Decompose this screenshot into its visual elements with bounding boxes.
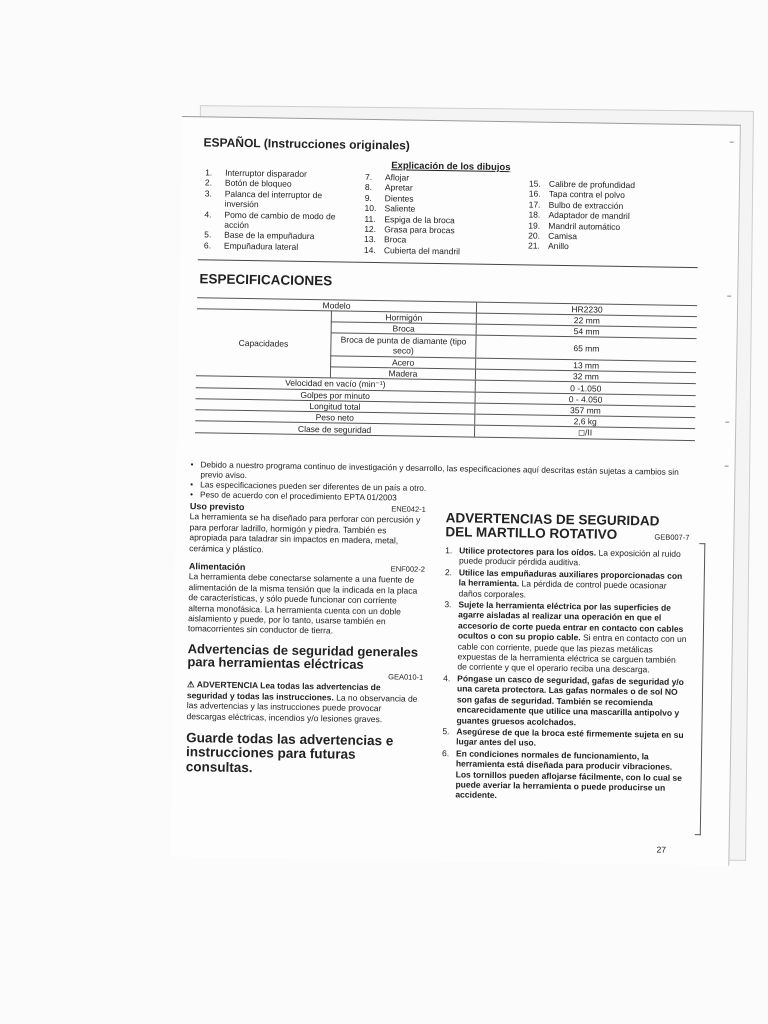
list-item: 6. Empuñadura lateral (203, 240, 299, 252)
margin-bracket (695, 543, 706, 835)
general-warnings-code: GEA010-1 (388, 672, 424, 682)
safety-class-symbol: ◻/II (474, 425, 695, 440)
spec-notes (190, 459, 691, 507)
list-item: 8. Apretar (364, 182, 413, 194)
list-item: 16. Tapa contra el polvo (528, 188, 625, 201)
list-item: 2. Botón de bloqueo (204, 177, 292, 190)
list-item: 12. Grasa para brocas (364, 223, 455, 236)
uso-text: La herramienta se ha diseñado para perforar con percusión y para perforar ladrillo, hormigón y piedra. También es apropiada para taladrar sin impactos en madera, metal, cerámica y plástico. (189, 511, 421, 554)
list-item: 1. Interruptor disparador (205, 167, 307, 179)
table-row: Madera 32 mm (196, 365, 696, 384)
edge-mark (730, 142, 734, 143)
rotary-warnings-code: GEB007-7 (654, 532, 690, 543)
list-item: 13. Broca (364, 234, 407, 245)
list-item: 9. Dientes (364, 192, 414, 204)
list-item: 5. Asegúrese de que la broca esté firmemente sujeta en su lugar antes del uso. (442, 726, 684, 748)
warning-triangle-icon: ⚠ (186, 679, 197, 690)
right-column (441, 511, 690, 805)
list-item: 20. Camisa (528, 230, 578, 242)
legend-col-2 (364, 172, 515, 258)
list-item: 21. Anillo (527, 240, 569, 252)
list-item: 10. Saliente (364, 203, 416, 214)
alim-code: ENF002-2 (390, 564, 425, 574)
edge-mark (725, 422, 729, 423)
rotary-warnings-subtitle: DEL MARTILLO ROTATIVO (445, 524, 618, 542)
list-item: 15. Calibre de profundidad (528, 178, 636, 191)
list-item: 3. Sujete la herramienta eléctrica por las superficies de agarre aisladas al realizar una operación en que el accesorio de corte pueda entrar en contacto con cables ocultos o con su propio cable. Si entra en contacto con un cable con corriente, puede que las piezas metálicas expuestas de la herramienta eléctrica se carguen también de corriente y que el operario reciba una descarga. (444, 599, 687, 675)
edge-mark (727, 296, 731, 297)
table-row: Broca 54 mm (197, 320, 697, 339)
list-item: 3. Palanca del interruptor de inversión (204, 188, 323, 210)
table-row: Broca de punta de diamante (tipo seco) 65 mm (196, 331, 696, 362)
table-row: Acero 13 mm (196, 354, 696, 373)
list-item: 4. Póngase un casco de seguridad, gafas de seguridad y/o una careta protectora. Las gafas normales o de sol NO son gafas de seguridad. También se recomienda encarecidamente que utilice una mascarilla antipolvo y guantes gruesos acolchados. (443, 673, 684, 727)
list-item: • Peso de acuerdo con el procedimiento EPTA 01/2003 (189, 489, 397, 503)
table-row: Golpes por minuto 0 - 4.050 (196, 388, 696, 407)
list-item: 7. Aflojar (364, 171, 410, 183)
legend-col-1 (204, 167, 355, 253)
rotary-warnings-list (441, 545, 689, 804)
table-row: Modelo HR2230 (197, 298, 697, 317)
keep-instructions-title: Guarde todas las advertencias e instrucciones para futuras consultas. (185, 730, 394, 776)
specs-title: ESPECIFICACIONES (199, 271, 333, 289)
table-row: Peso neto 2,6 kg (195, 410, 695, 429)
divider (198, 259, 698, 268)
general-warnings-title: Advertencias de seguridad generales para herramientas eléctricas (187, 641, 419, 673)
list-item: 2. Utilice las empuñaduras auxiliares proporcionadas con la herramienta. La pérdida de control puede ocasionar daños corporales. (444, 566, 683, 600)
list-item: 5. Base de la empuñadura (204, 229, 315, 242)
list-item: • Las especificaciones pueden ser diferentes de un país a otro. (190, 479, 427, 493)
edge-mark (725, 466, 729, 467)
uso-code: ENE042-1 (391, 504, 426, 514)
list-item: 17. Bulbo de extracción (528, 199, 624, 211)
list-item: • Debido a nuestro programa continuo de investigación y desarrollo, las especificaciones aquí descritas están sujetas a cambios sin previo aviso. (190, 459, 679, 481)
list-item: 6. En condiciones normales de funcionamiento, la herramienta está diseñada para producir vibraciones. Los tornillos pueden aflojarse fácilmente, con lo cual se puede averiar la herramienta o puede producirse un accidente. (441, 747, 683, 801)
legend-col-3 (528, 178, 689, 253)
warning-paragraph: ⚠ ADVERTENCIA Lea todas las advertencias de seguridad y todas las instrucciones. La no observancia de las advertencias y las instrucciones puede provocar descargas eléctricas, incendios y/o lesiones graves. (186, 679, 418, 724)
alim-text: La herramienta debe conectarse solamente a una fuente de alimentación de la misma tensión que la indicada en la placa de características, y sólo puede funcionar con corriente alterna monofásica. La herramienta cuenta con un doble aislamiento y puede, por lo tanto, usarse también en tomacorrientes sin conductor de tierra. (187, 571, 418, 636)
list-item: 14. Cubierta del mandril (363, 244, 461, 257)
list-item: 18. Adaptador de mandril (528, 209, 630, 222)
drawings-subtitle: Explicación de los dibujos (391, 160, 511, 174)
rotary-warnings-title: ADVERTENCIAS DE SEGURIDAD (445, 510, 660, 529)
manual-page (170, 116, 741, 866)
table-row: Velocidad en vacío (min⁻¹) 0 -1.050 (196, 376, 696, 396)
left-column (186, 501, 426, 778)
list-item: 11. Espiga de la broca (364, 213, 455, 225)
list-item: 19. Mandril automático (528, 220, 621, 232)
page-title: ESPAÑOL (Instrucciones originales) (203, 135, 410, 153)
table-row: Clase de seguridad ◻/II (195, 421, 695, 441)
table-row: Capacidades Hormigón 22 mm (197, 309, 697, 328)
table-row: Longitud total 357 mm (195, 399, 695, 418)
alim-title: Alimentación (188, 561, 246, 573)
page-number: 27 (656, 844, 667, 855)
uso-title: Uso previsto (189, 501, 245, 513)
specs-table (195, 297, 697, 441)
list-item: 4. Pomo de cambio de modo de acción (204, 208, 336, 231)
list-item: 1. Utilice protectores para los oídos. La exposición al ruido puede producir pérdida auditiva. (445, 545, 681, 568)
